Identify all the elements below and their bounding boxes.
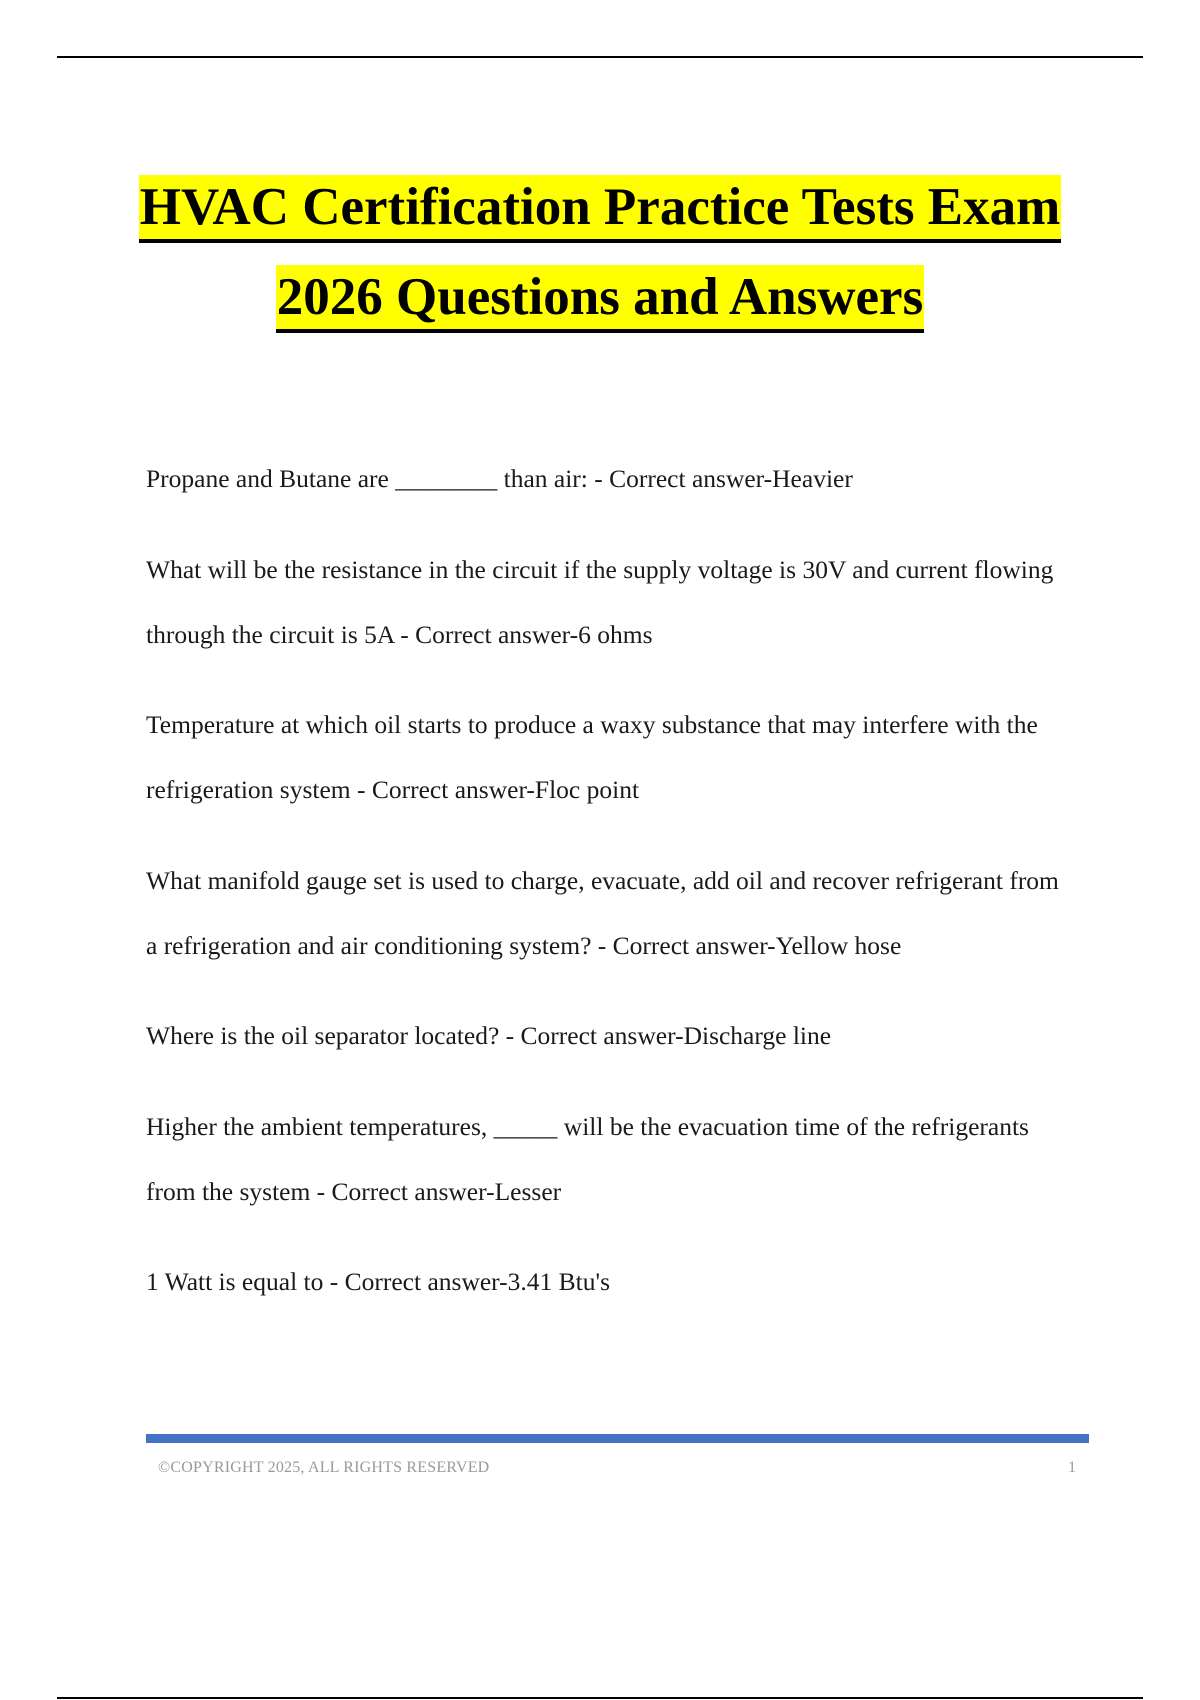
qa-item: What will be the resistance in the circuit if the supply voltage is 30V and current flowing through the circuit is 5A - Correct answer-6 ohms xyxy=(146,554,1054,649)
qa-item: What manifold gauge set is used to charge, evacuate, add oil and recover refrigerant from a refrigeration and air conditioning system? - Correct answer-Yellow hose xyxy=(146,865,1059,960)
footer-bar xyxy=(146,1434,1089,1443)
title-line-2: 2026 Questions and Answers xyxy=(276,265,924,333)
qa-item: 1 Watt is equal to - Correct answer-3.41 Btu's xyxy=(146,1267,611,1296)
title-line-1: HVAC Certification Practice Tests Exam xyxy=(139,175,1061,243)
page-number: 1 xyxy=(1068,1459,1076,1476)
qa-item: Propane and Butane are ________ than air: - Correct answer-Heavier xyxy=(146,464,853,493)
footer-copyright: ©COPYRIGHT 2025, ALL RIGHTS RESERVED xyxy=(158,1459,490,1476)
page-title xyxy=(0,175,1200,355)
qa-item: Temperature at which oil starts to produce a waxy substance that may interfere with the refrigeration system - Correct answer-Floc point xyxy=(146,710,1038,804)
qa-list xyxy=(146,446,1076,1330)
qa-item: Where is the oil separator located? - Correct answer-Discharge line xyxy=(146,1021,832,1050)
qa-item: Higher the ambient temperatures, _____ will be the evacuation time of the refrigerants from the system - Correct answer-Lesser xyxy=(146,1111,1029,1206)
top-divider xyxy=(57,56,1143,58)
bottom-divider xyxy=(57,1697,1143,1699)
